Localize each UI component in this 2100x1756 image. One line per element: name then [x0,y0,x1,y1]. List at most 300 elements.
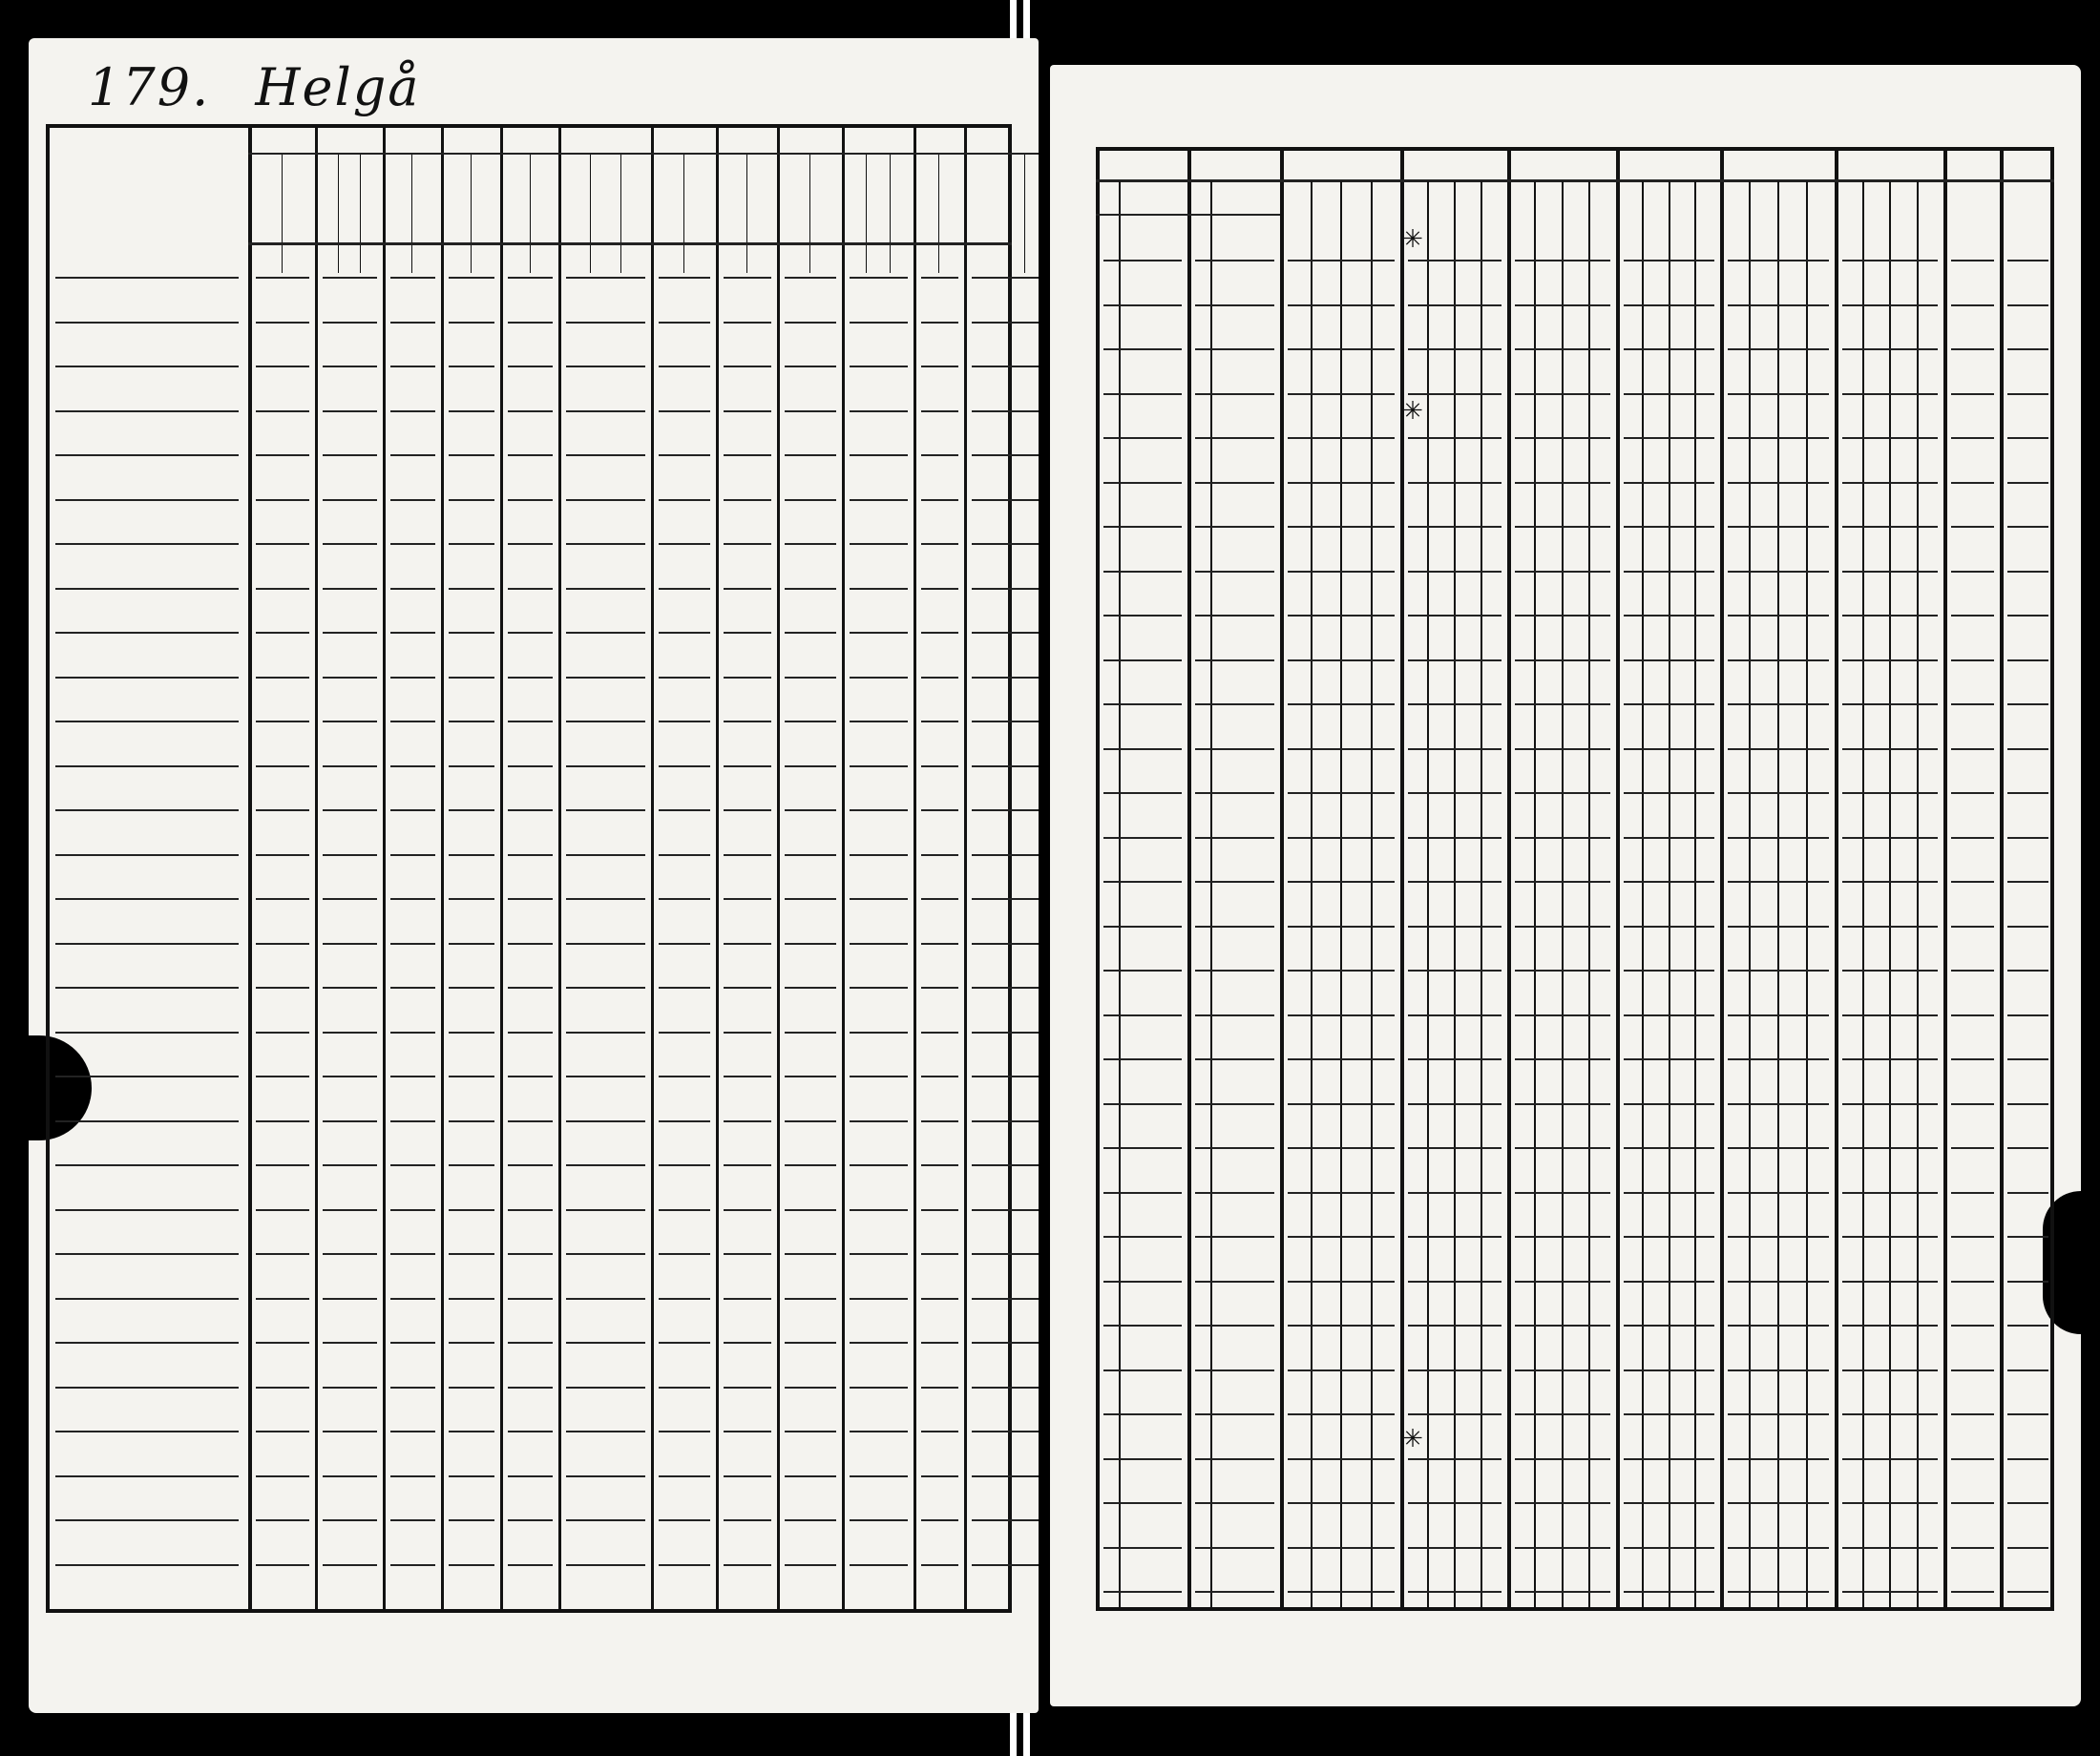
row-rule [1728,1369,1829,1371]
row-rule [1195,1147,1275,1149]
row-rule [1842,1147,1938,1149]
row-rule [2007,393,2048,395]
header-rule [1096,179,1187,182]
row-rule [449,1298,494,1300]
row-rule [1103,1014,1182,1016]
row-rule [1195,260,1275,261]
row-rule [785,987,836,989]
row-rule [724,943,771,945]
row-rule [1408,1502,1502,1504]
row-rule [1951,615,1994,617]
row-rule [921,765,958,767]
row-rule [972,632,1039,634]
row-rule [55,366,239,367]
row-rule [1951,393,1994,395]
header-bottom-rule [248,242,1012,245]
row-rule [508,1387,554,1389]
row-rule [1103,526,1182,528]
row-rule [1515,703,1610,705]
row-rule [2007,1281,2048,1283]
row-rule [1103,881,1182,883]
row-rule [55,765,239,767]
row-rule [1951,348,1994,350]
row-rule [390,454,436,456]
row-rule [323,543,376,545]
row-rule [724,1298,771,1300]
row-rule [1195,1281,1275,1283]
row-rule [1408,571,1502,573]
row-rule [659,366,710,367]
row-rule [659,1342,710,1344]
row-rule [1288,659,1395,661]
row-rule [1951,1502,1994,1504]
row-rule [256,543,309,545]
row-rule [566,987,645,989]
row-rule [785,632,836,634]
row-rule [508,1342,554,1344]
place-name: Helgå [255,57,421,117]
row-rule [1624,1192,1715,1194]
row-rule [449,1519,494,1521]
row-rule [1624,437,1715,439]
row-rule [1408,659,1502,661]
row-rule [972,1120,1039,1122]
row-rule [659,1564,710,1566]
row-rule [256,632,309,634]
row-rule [449,765,494,767]
row-rule [785,765,836,767]
sub-divider [1862,181,1864,1611]
row-rule [972,987,1039,989]
row-rule [2007,615,2048,617]
row-rule [724,1209,771,1211]
row-rule [1728,1192,1829,1194]
row-rule [1195,1014,1275,1016]
row-rule [1842,926,1938,928]
row-rule [972,898,1039,900]
row-rule [256,322,309,324]
row-rule [1195,482,1275,484]
row-rule [256,454,309,456]
row-rule [850,410,908,412]
row-rule [1842,748,1938,750]
row-rule [1728,615,1829,617]
row-rule [256,1253,309,1255]
row-rule [1624,703,1715,705]
sub-divider [1562,181,1564,1611]
row-rule [566,1564,645,1566]
row-rule [566,410,645,412]
row-rule [2007,1458,2048,1460]
row-rule [1728,659,1829,661]
row-rule [323,765,376,767]
row-rule [256,1431,309,1432]
row-rule [1842,1591,1938,1593]
row-rule [256,1076,309,1077]
row-rule [850,1342,908,1344]
row-rule [1288,1458,1395,1460]
row-rule [785,588,836,590]
row-rule [2007,571,2048,573]
row-rule [1951,437,1994,439]
sub-divider [1534,181,1536,1611]
row-rule [724,1387,771,1389]
row-rule [1515,1147,1610,1149]
row-rule [850,943,908,945]
row-rule [785,1564,836,1566]
row-rule [1408,1547,1502,1549]
row-rule [659,1475,710,1477]
row-rule [2007,260,2048,261]
row-rule [55,454,239,456]
row-rule [785,1519,836,1521]
row-rule [1951,837,1994,839]
row-rule [449,721,494,722]
row-rule [566,765,645,767]
row-rule [323,1475,376,1477]
row-rule [1103,703,1182,705]
row-rule [508,721,554,722]
row-rule [566,809,645,811]
row-rule [659,1164,710,1166]
row-rule [921,677,958,679]
row-rule [1288,260,1395,261]
row-rule [850,1076,908,1077]
sub-divider [1588,181,1590,1611]
row-rule [566,632,645,634]
row-rule [566,677,645,679]
row-rule [1515,437,1610,439]
row-rule [1728,482,1829,484]
row-rule [1195,304,1275,306]
row-rule [256,943,309,945]
sub-divider [746,155,747,273]
row-rule [1728,792,1829,794]
row-rule [921,1076,958,1077]
row-rule [566,588,645,590]
row-rule [256,499,309,501]
row-rule [566,898,645,900]
row-rule [1103,1413,1182,1415]
row-rule [1515,1236,1610,1238]
row-rule [2007,1325,2048,1327]
row-rule [850,1253,908,1255]
row-rule [1624,1014,1715,1016]
row-rule [390,987,436,989]
row-rule [785,1120,836,1122]
row-rule [785,1387,836,1389]
row-rule [323,854,376,856]
row-rule [1288,304,1395,306]
row-rule [1515,926,1610,928]
row-rule [972,677,1039,679]
row-rule [323,1342,376,1344]
row-rule [1408,926,1502,928]
row-rule [1624,571,1715,573]
row-rule [323,1564,376,1566]
row-rule [1624,1147,1715,1149]
row-rule [1951,571,1994,573]
col-divider [914,124,916,1613]
row-rule [508,277,554,279]
row-rule [1728,1325,1829,1327]
sub-divider [1777,181,1779,1611]
row-rule [1288,881,1395,883]
row-rule [566,1076,645,1077]
row-rule [390,765,436,767]
header-rule [842,153,914,155]
row-rule [972,277,1039,279]
row-rule [1728,1591,1829,1593]
row-rule [1408,1014,1502,1016]
row-rule [1103,659,1182,661]
sub-divider [1917,181,1919,1611]
row-rule [55,410,239,412]
row-rule [1408,1236,1502,1238]
row-rule [390,721,436,722]
row-rule [1195,703,1275,705]
row-rule [566,721,645,722]
row-rule [921,588,958,590]
row-rule [390,854,436,856]
sub-divider [1889,181,1891,1611]
row-rule [1288,1325,1395,1327]
row-rule [1195,837,1275,839]
row-rule [724,277,771,279]
row-rule [55,1342,239,1344]
row-rule [323,1076,376,1077]
row-rule [659,765,710,767]
sub-divider [411,155,412,273]
row-rule [1288,1369,1395,1371]
row-rule [55,1076,239,1077]
sub-divider [338,155,339,273]
row-rule [785,1209,836,1211]
row-rule [323,632,376,634]
row-rule [785,454,836,456]
row-rule [2007,748,2048,750]
row-rule [1624,482,1715,484]
row-rule [1288,348,1395,350]
row-rule [972,721,1039,722]
row-rule [1951,1325,1994,1327]
row-rule [1624,970,1715,972]
row-rule [1515,1103,1610,1105]
row-rule [921,1032,958,1034]
sub-divider [1454,181,1456,1611]
row-rule [55,277,239,279]
row-rule [1195,393,1275,395]
row-rule [724,987,771,989]
row-rule [1288,615,1395,617]
row-rule [1951,1281,1994,1283]
row-rule [566,499,645,501]
row-rule [55,1032,239,1034]
row-rule [323,499,376,501]
row-rule [449,1342,494,1344]
row-rule [2007,482,2048,484]
row-rule [921,322,958,324]
row-rule [1103,1236,1182,1238]
row-rule [1103,1591,1182,1593]
row-rule [1728,348,1829,350]
row-rule [55,987,239,989]
row-rule [1515,260,1610,261]
row-rule [785,1253,836,1255]
row-rule [724,898,771,900]
col-divider [964,124,967,1613]
row-rule [1515,1058,1610,1060]
row-rule [323,898,376,900]
row-rule [449,943,494,945]
row-rule [449,410,494,412]
row-rule [1624,1236,1715,1238]
row-rule [449,499,494,501]
row-rule [785,943,836,945]
row-rule [1728,526,1829,528]
row-rule [566,1519,645,1521]
row-rule [1515,659,1610,661]
row-rule [972,1209,1039,1211]
row-rule [659,1253,710,1255]
row-rule [1408,1413,1502,1415]
row-rule [55,1475,239,1477]
row-rule [659,1298,710,1300]
row-rule [1624,260,1715,261]
row-rule [1103,1325,1182,1327]
sub-divider [1694,181,1696,1611]
sub-divider [1371,181,1373,1611]
death-mark: ✳ [1402,397,1423,426]
sub-divider [282,155,283,273]
row-rule [1103,1369,1182,1371]
row-rule [390,1032,436,1034]
row-rule [55,677,239,679]
row-rule [1408,260,1502,261]
row-rule [1288,748,1395,750]
row-rule [1842,837,1938,839]
row-rule [323,1298,376,1300]
row-rule [659,1431,710,1432]
row-rule [850,721,908,722]
row-rule [449,898,494,900]
col-divider [777,124,780,1613]
row-rule [1103,970,1182,972]
row-rule [2007,703,2048,705]
row-rule [1515,970,1610,972]
sub-divider [1806,181,1808,1611]
row-rule [256,1342,309,1344]
row-rule [390,1120,436,1122]
name-col-divider [248,124,252,1613]
row-rule [508,588,554,590]
col-divider [1616,147,1620,1611]
sub-divider [1024,155,1025,273]
row-rule [1624,881,1715,883]
row-rule [390,410,436,412]
row-rule [2007,837,2048,839]
sub-divider [1669,181,1670,1611]
row-rule [1842,437,1938,439]
row-rule [1408,526,1502,528]
row-rule [1288,926,1395,928]
row-rule [1195,571,1275,573]
row-rule [508,898,554,900]
row-rule [972,1298,1039,1300]
row-rule [921,809,958,811]
row-rule [921,1253,958,1255]
row-rule [659,987,710,989]
row-rule [55,322,239,324]
row-rule [256,1564,309,1566]
row-rule [1288,1147,1395,1149]
row-rule [508,1076,554,1077]
row-rule [785,721,836,722]
row-rule [1408,437,1502,439]
row-rule [508,322,554,324]
row-rule [972,366,1039,367]
row-rule [659,854,710,856]
row-rule [1515,1014,1610,1016]
row-rule [1515,1192,1610,1194]
row-rule [1288,1502,1395,1504]
row-rule [1951,881,1994,883]
row-rule [850,854,908,856]
right-page [1050,65,2081,1706]
row-rule [850,1298,908,1300]
row-rule [323,322,376,324]
row-rule [972,1564,1039,1566]
row-rule [1288,482,1395,484]
col-divider [1280,147,1284,1611]
sub-divider [1480,181,1482,1611]
row-rule [972,410,1039,412]
row-rule [850,1431,908,1432]
row-rule [566,1209,645,1211]
header-rule [964,153,1039,155]
row-rule [55,1519,239,1521]
row-rule [566,366,645,367]
row-rule [659,499,710,501]
row-rule [323,1253,376,1255]
row-rule [785,1032,836,1034]
row-rule [323,721,376,722]
row-rule [785,898,836,900]
row-rule [1288,437,1395,439]
row-rule [55,588,239,590]
row-rule [1951,304,1994,306]
row-rule [1103,1103,1182,1105]
col-divider [1187,147,1191,1611]
row-rule [724,322,771,324]
row-rule [1195,1547,1275,1549]
row-rule [1408,1591,1502,1593]
row-rule [1515,792,1610,794]
row-rule [921,1298,958,1300]
row-rule [850,1519,908,1521]
row-rule [1515,615,1610,617]
sub-divider [938,155,939,273]
row-rule [1951,482,1994,484]
row-rule [1951,1547,1994,1549]
row-rule [566,277,645,279]
row-rule [55,943,239,945]
row-rule [921,1387,958,1389]
row-rule [972,1475,1039,1477]
row-rule [1728,926,1829,928]
row-rule [1624,926,1715,928]
row-rule [785,322,836,324]
